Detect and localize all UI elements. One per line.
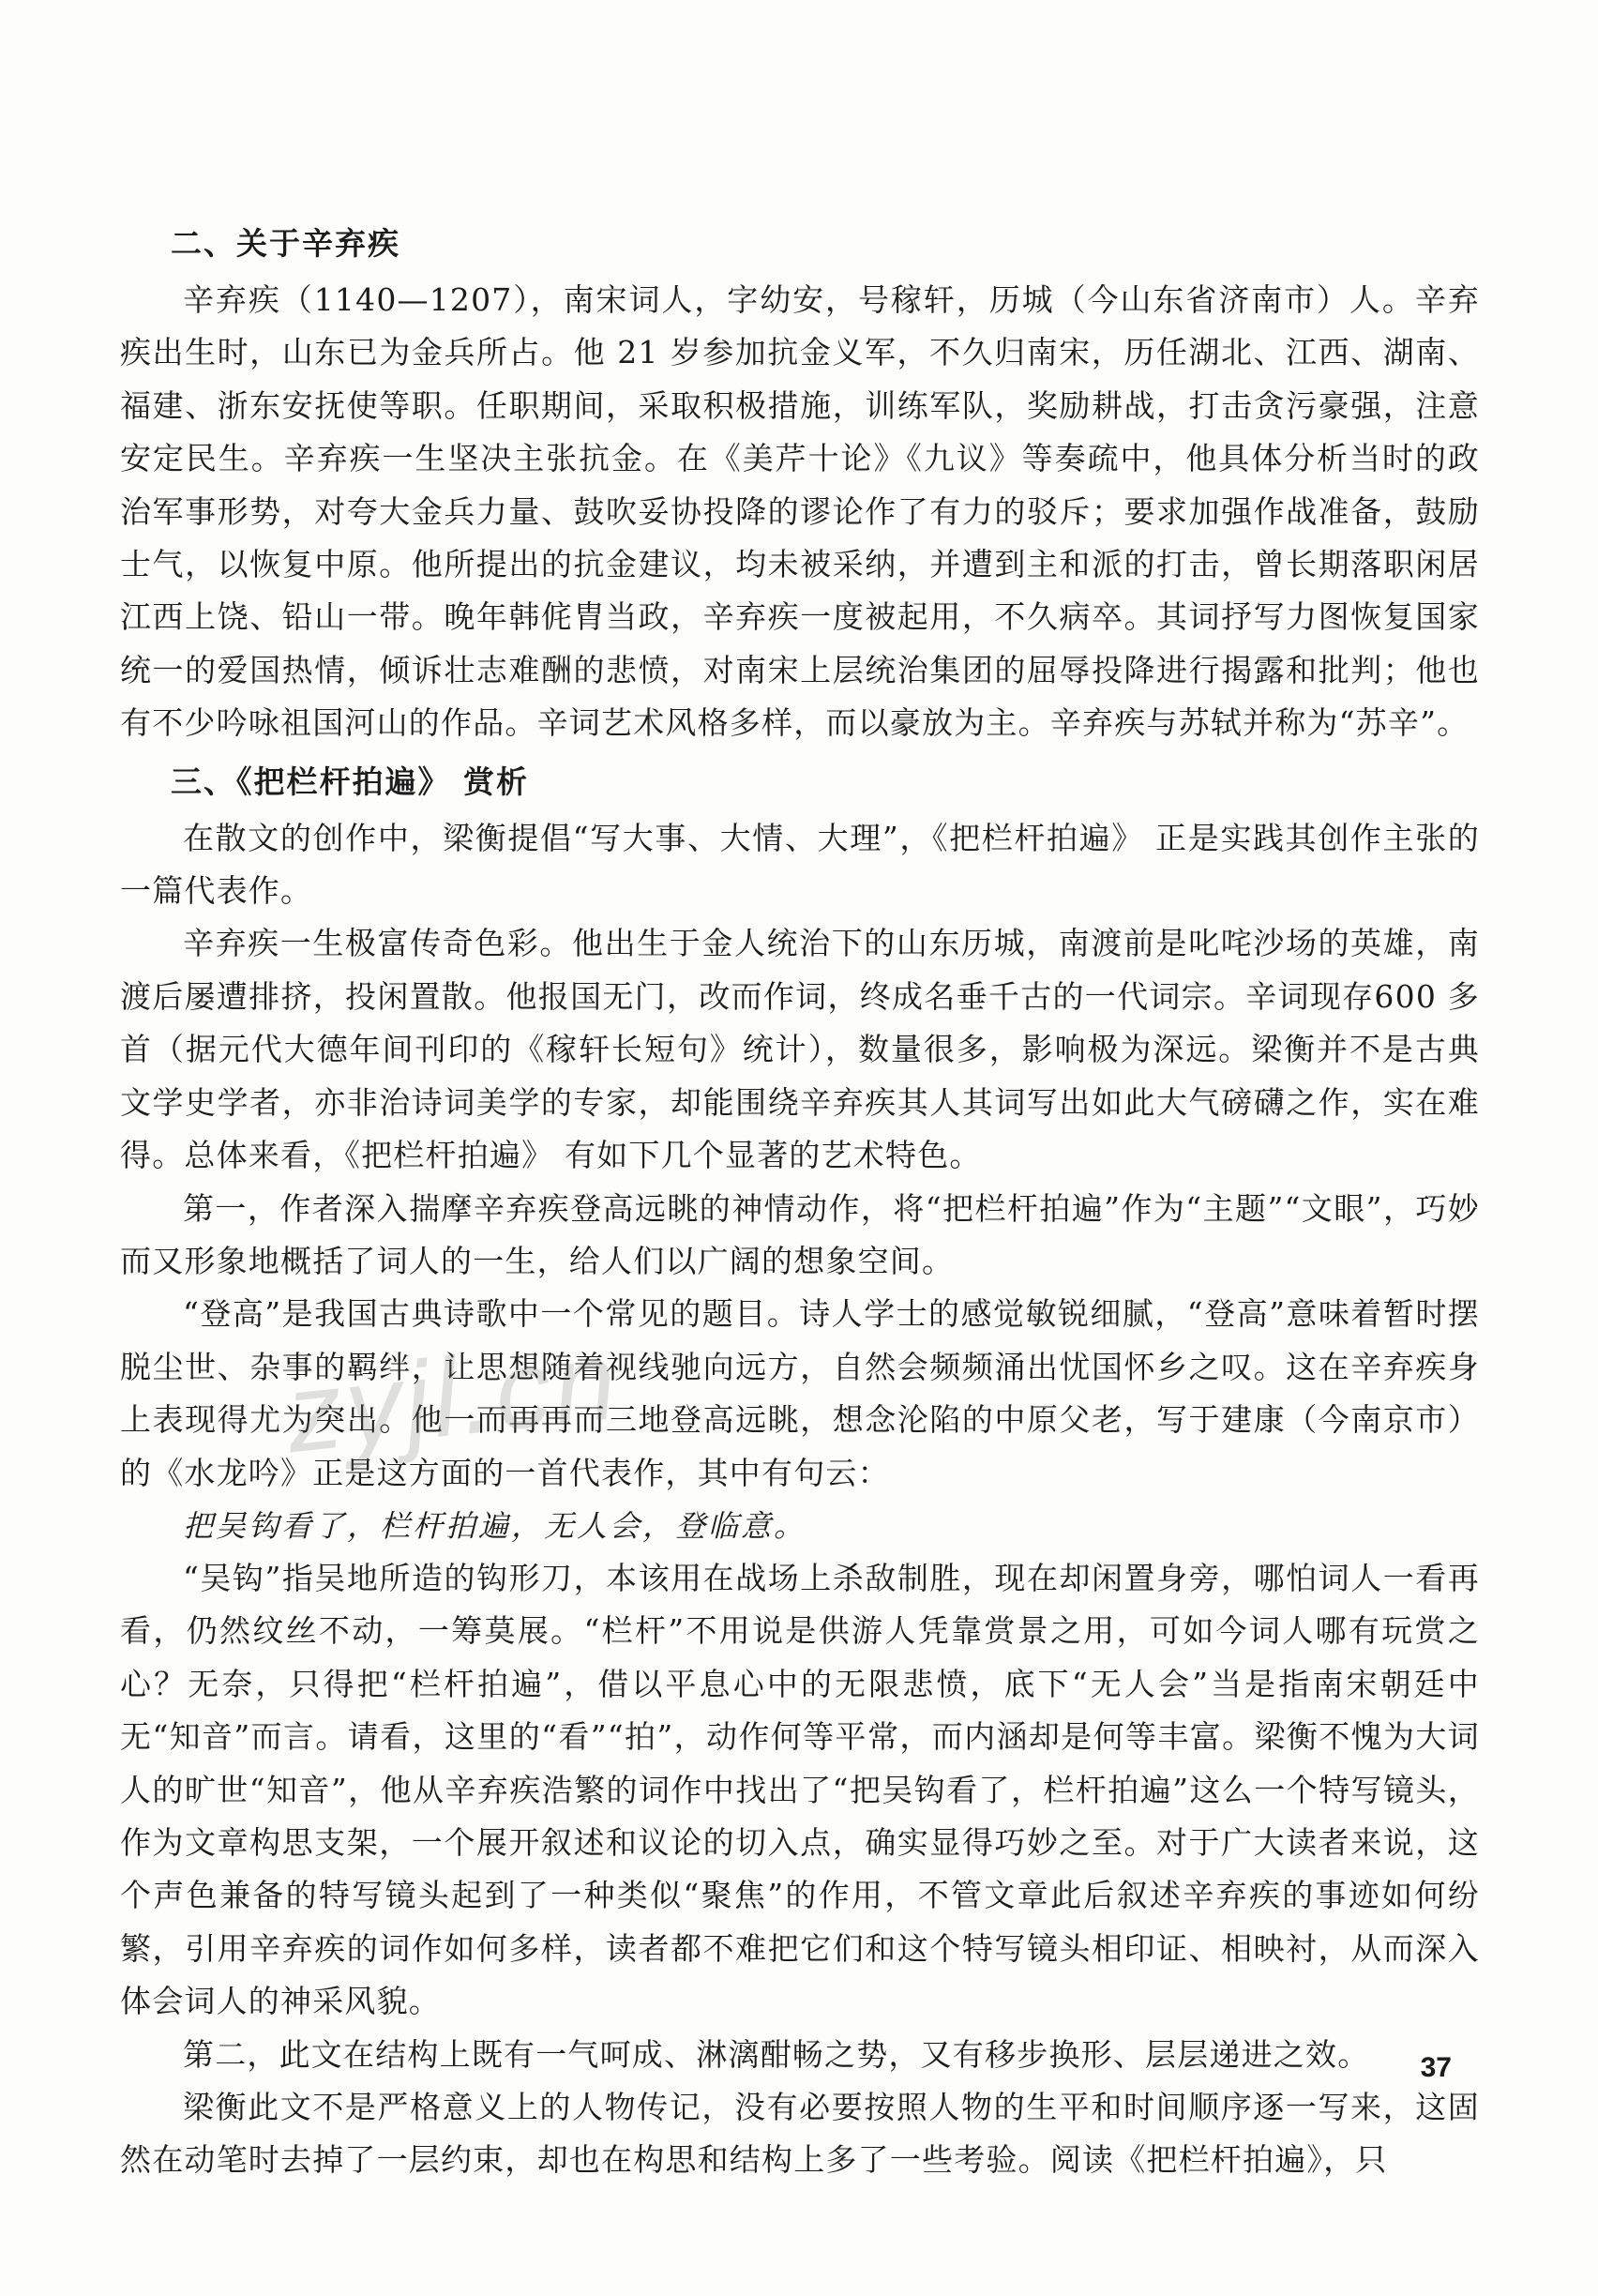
- watermark: zyjl.cn: [280, 1318, 626, 1477]
- paragraph: “登高”是我国古典诗歌中一个常见的题目。诗人学士的感觉敏锐细腻，“登高”意味着暂时摆脱尘世、杂事的羁绊，让思想随着视线驰向远方，自然会频频涌出忧国怀乡之叹。这在辛弃疾身上表现得尤为突出。他一而再再而三地登高远眺，想念沦陷的中原父老，写于建康（今南京市）的《水龙吟》正是这方面的一首代表作，其中有句云：: [120, 1295, 1480, 1491]
- page-number: 37: [1420, 2052, 1452, 2083]
- paragraph: 梁衡此文不是严格意义上的人物传记，没有必要按照人物的生平和时间顺序逐一写来，这固然在动笔时去掉了一层约束，却也在构思和结构上多了一些考验。阅读《把栏杆拍遍》，只: [120, 2089, 1480, 2179]
- paragraph: “吴钩”指吴地所造的钩形刀，本该用在战场上杀敌制胜，现在却闲置身旁，哪怕词人一看再看，仍然纹丝不动，一筹莫展。“栏杆”不用说是供游人凭靠赏景之用，可如今词人哪有玩赏之心？无奈，只得把“栏杆拍遍”，借以平息心中的无限悲愤，底下“无人会”当是指南宋朝廷中无“知音”而言。请看，这里的“看”“拍”，动作何等平常，而内涵却是何等丰富。梁衡不愧为大词人的旷世“知音”，他从辛弃疾浩繁的词作中找出了“把吴钩看了，栏杆拍遍”这么一个特写镜头，作为文章构思支架，一个展开叙述和议论的切入点，确实显得巧妙之至。对于广大读者来说，这个声色兼备的特写镜头起到了一种类似“聚焦”的作用，不管文章此后叙述辛弃疾的事迹如何纷繁，引用辛弃疾的词作如何多样，读者都不难把它们和这个特写镜头相印证、相映衬，从而深入体会词人的神采风貌。: [120, 1559, 1480, 2020]
- section-heading-about-xin-qiji: 二、关于辛弃疾: [171, 225, 400, 262]
- paragraph: 辛弃疾一生极富传奇色彩。他出生于金人统治下的山东历城，南渡前是叱咤沙场的英雄，南渡后屡遭排挤，投闲置散。他报国无门，改而作词，终成名垂千古的一代词宗。辛词现存600 多首（据元代大德年间刊印的《稼轩长短句》统计），数量很多，影响极为深远。梁衡并不是古典文学史学者，亦非治诗词美学的专家，却能围绕辛弃疾其人其词写出如此大气磅礴之作，实在难得。总体来看，《把栏杆拍遍》 有如下几个显著的艺术特色。: [120, 925, 1480, 1174]
- page-content: [120, 212, 1480, 2187]
- paragraph: 第一，作者深入揣摩辛弃疾登高远眺的神情动作，将“把栏杆拍遍”作为“主题”“文眼”，巧妙而又形象地概括了词人的一生，给人们以广阔的想象空间。: [120, 1189, 1480, 1279]
- paragraph: 第二，此文在结构上既有一气呵成、淋漓酣畅之势，又有移步换形、层层递进之效。: [183, 2035, 1370, 2073]
- section-heading-appreciation: 三、《把栏杆拍遍》 赏析: [171, 763, 529, 800]
- paragraph: 在散文的创作中，梁衡提倡“写大事、大情、大理”，《把栏杆拍遍》 正是实践其创作主张的一篇代表作。: [120, 819, 1480, 910]
- poem-quote: 把吴钩看了，栏杆拍遍，无人会，登临意。: [183, 1507, 807, 1544]
- paragraph: 辛弃疾（1140—1207），南宋词人，字幼安，号稼轩，历城（今山东省济南市）人。辛弃疾出生时，山东已为金兵所占。他 21 岁参加抗金义军，不久归南宋，历任湖北、江西、湖南、福建、浙东安抚使等职。任职期间，采取积极措施，训练军队，奖励耕战，打击贪污豪强，注意安定民生。辛弃疾一生坚决主张抗金。在《美芹十论》《九议》等奏疏中，他具体分析当时的政治军事形势，对夸大金兵力量、鼓吹妥协投降的谬论作了有力的驳斥；要求加强作战准备，鼓励士气，以恢复中原。他所提出的抗金建议，均未被采纳，并遭到主和派的打击，曾长期落职闲居江西上饶、铅山一带。晚年韩侂胄当政，辛弃疾一度被起用，不久病卒。其词抒写力图恢复国家统一的爱国热情，倾诉壮志难酬的悲愤，对南宋上层统治集团的屈辱投降进行揭露和批判；他也有不少吟咏祖国河山的作品。辛词艺术风格多样，而以豪放为主。辛弃疾与苏轼并称为“苏辛”。: [120, 281, 1480, 742]
